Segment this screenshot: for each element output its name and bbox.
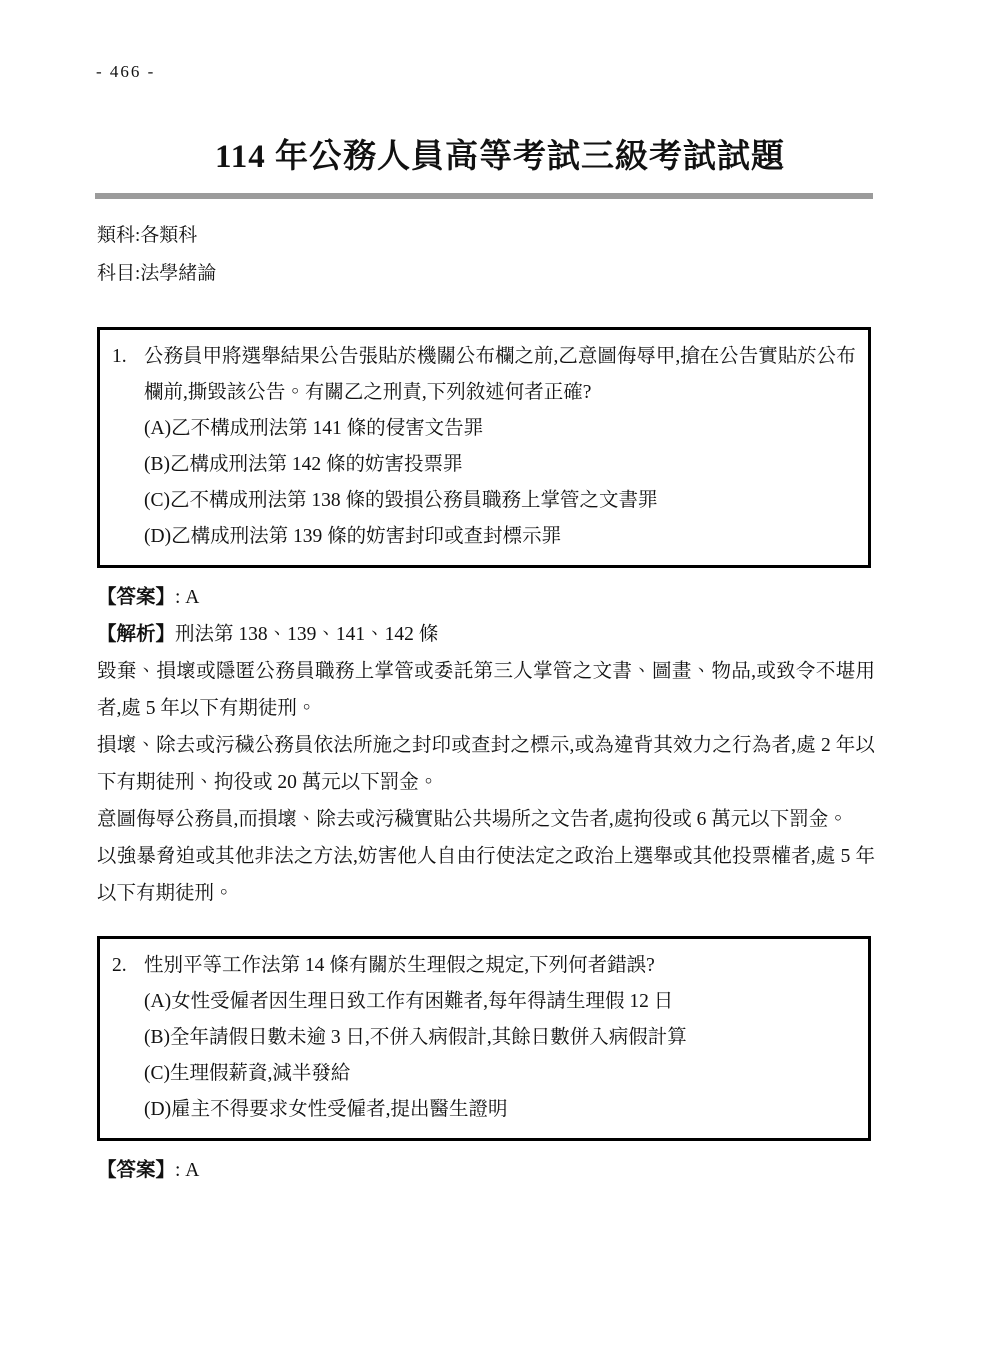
analysis-label: 【解析】	[97, 624, 176, 645]
question-2-number: 2.	[112, 955, 127, 976]
question-1-answer-value: : A	[175, 587, 200, 608]
answer-label: 【答案】	[97, 1160, 176, 1181]
question-1-analysis-intro: 刑法第 138、139、141、142 條	[175, 624, 439, 645]
question-1-option-b: (B)乙構成刑法第 142 條的妨害投票罪	[144, 454, 463, 475]
meta-category: 類科:各類科	[97, 225, 198, 246]
question-1-answer-line	[97, 579, 1000, 616]
page-number: - 466 -	[96, 62, 156, 81]
title-divider-rule	[95, 193, 873, 199]
exam-title: 114 年公務人員高等考試三級考試試題	[215, 139, 785, 175]
question-1-option-c: (C)乙不構成刑法第 138 條的毀損公務員職務上掌管之文書罪	[144, 490, 658, 511]
meta-subject: 科目:法學緒論	[97, 263, 217, 284]
question-1-stem-row	[112, 339, 856, 411]
answer-label: 【答案】	[97, 587, 176, 608]
analysis-paragraph-2: 損壞、除去或污穢公務員依法所施之封印或查封之標示,或為違背其效力之行為者,處 2 年以下有期徒刑、拘役或 20 萬元以下罰金。	[97, 735, 875, 793]
analysis-paragraph-1: 毀棄、損壞或隱匿公務員職務上掌管或委託第三人掌管之文書、圖畫、物品,或致令不堪用者,處 5 年以下有期徒刑。	[97, 661, 875, 719]
exam-meta	[97, 217, 1000, 293]
question-2-option-d: (D)雇主不得要求女性受僱者,提出醫生證明	[144, 1099, 508, 1120]
question-2-option-b: (B)全年請假日數未逾 3 日,不併入病假計,其餘日數併入病假計算	[144, 1027, 687, 1048]
question-2-option-a: (A)女性受僱者因生理日致工作有困難者,每年得請生理假 12 日	[144, 991, 674, 1012]
question-box-2	[97, 936, 871, 1141]
analysis-paragraph-3: 意圖侮辱公務員,而損壞、除去或污穢實貼公共場所之文告者,處拘役或 6 萬元以下罰金。	[97, 809, 848, 830]
question-1-option-d: (D)乙構成刑法第 139 條的妨害封印或查封標示罪	[144, 526, 562, 547]
question-box-1	[97, 327, 871, 568]
question-1-analysis-body	[97, 653, 875, 912]
question-2-stem: 性別平等工作法第 14 條有關於生理假之規定,下列何者錯誤?	[144, 955, 655, 976]
question-2-stem-row	[112, 948, 856, 984]
analysis-paragraph-4: 以強暴脅迫或其他非法之方法,妨害他人自由行使法定之政治上選舉或其他投票權者,處 5 年以下有期徒刑。	[97, 846, 875, 904]
question-1-number: 1.	[112, 346, 127, 367]
question-2-answer-line	[97, 1152, 1000, 1189]
question-2-answer-value: : A	[175, 1160, 200, 1181]
question-1-analysis-head	[97, 616, 1000, 653]
question-1-stem: 公務員甲將選舉結果公告張貼於機關公布欄之前,乙意圖侮辱甲,搶在公告實貼於公布欄前,撕毀該公告。有關乙之刑責,下列敘述何者正確?	[144, 346, 856, 403]
question-2-option-c: (C)生理假薪資,減半發給	[144, 1063, 351, 1084]
question-1-option-a: (A)乙不構成刑法第 141 條的侵害文告罪	[144, 418, 484, 439]
